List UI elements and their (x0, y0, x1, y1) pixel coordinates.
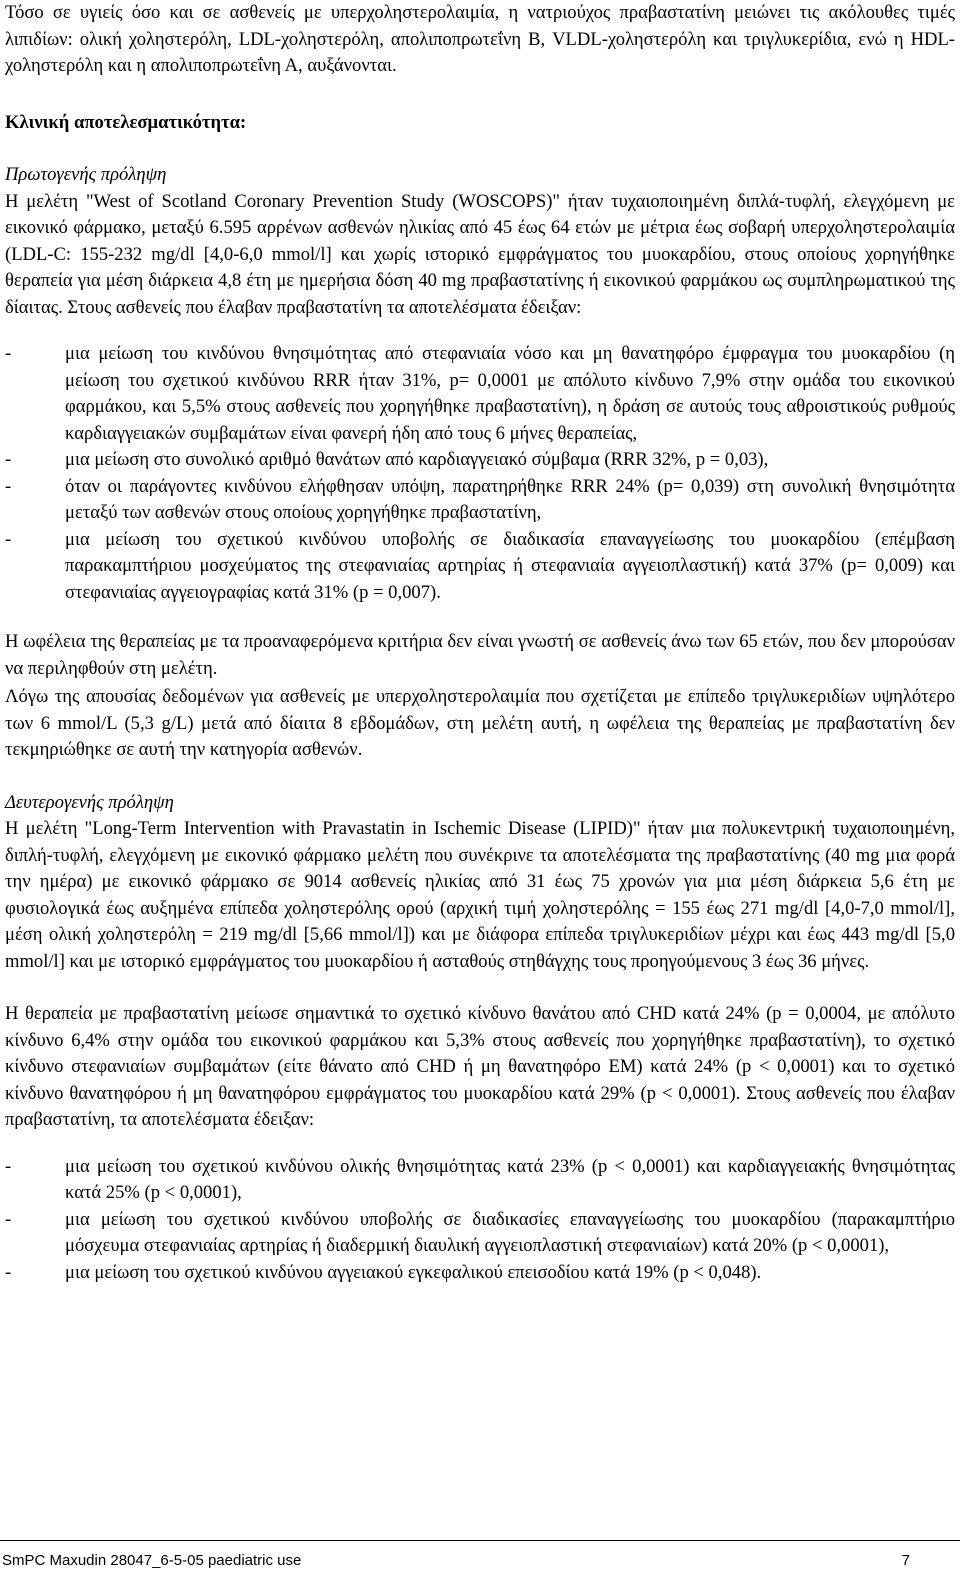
page-footer (0, 1540, 960, 1574)
list-item (5, 1154, 955, 1207)
list-item (5, 1260, 955, 1287)
list-item-text: μια μείωση του σχετικού κινδύνου ολικής θνησιμότητας κατά 23% (p < 0,0001) και καρδιαγγειακής θνησιμότητας κατά 25% (p < 0,0001), (65, 1155, 955, 1203)
benefit-paragraph: Η ωφέλεια της θεραπείας με τα προαναφερόμενα κριτήρια δεν είναι γνωστή σε ασθενείς άνω των 65 ετών, που δεν μπορούσαν να περιληφθούν στη μελέτη. (5, 631, 955, 679)
list-item (5, 447, 955, 474)
primary-results-list (5, 341, 955, 606)
intro-paragraph: Τόσο σε υγιείς όσο και σε ασθενείς με υπερχοληστερολαιμία, η νατριούχος πραβαστατίνη μειώνει τις ακόλουθες τιμές λιπιδίων: ολική χοληστερόλη, LDL-χοληστερόλη, απολιποπρωτεΐνη Β, VLDL-χοληστερόλη και τριγλυκερίδια, ενώ η HDL-χοληστερόλη και η απολιποπρωτεΐνη Α, αυξάνονται. (5, 2, 955, 76)
lipid-study-paragraph: Η μελέτη "Long-Term Intervention with Pravastatin in Ischemic Disease (LIPID)" ήταν μια πολυκεντρική τυχαιοποιημένη, διπλή-τυφλή, ελεγχόμενη με εικονικό φάρμακο μελέτη που συνέκρινε τα αποτελέσματα της πραβαστατίνης (40 mg μια φορά την ημέρα) με εικονικό φάρμακο σε 9014 ασθενείς ηλικίας από 31 έως 75 χρονών για μια μέση διάρκεια 5,6 έτη με φυσιολογικά έως αυξημένα επίπεδα χοληστερόλης ορού (αρχική τιμή χοληστερόλης = 155 έως 271 mg/dl [4,0-7,0 mmol/l], μέση ολική χοληστερόλη = 219 mg/dl [5,66 mmol/l]) και με διάφορα επίπεδα τριγλυκεριδίων μέχρι και έως 443 mg/dl [5,0 mmol/l] και με ιστορικό εμφράγματος του μυοκαρδίου ή ασταθούς στηθάγχης τους προηγούμενους 3 έως 36 μήνες. (5, 818, 955, 972)
clinical-efficacy-heading: Κλινική αποτελεσματικότητα: (5, 111, 247, 133)
footer-page-number: 7 (901, 1552, 910, 1569)
dash-bullet: - (5, 528, 12, 550)
list-item-text: όταν οι παράγοντες κινδύνου ελήφθησαν υπόψη, παρατηρήθηκε RRR 24% (p= 0,039) στη συνολική θνησιμότητα μεταξύ των ασθενών στους οποίους χορηγήθηκε πραβαστατίνη, (65, 475, 955, 523)
footer-document-id: SmPC Maxudin 28047_6-5-05 paediatric use (2, 1552, 302, 1569)
list-item-text: μια μείωση του σχετικού κινδύνου αγγειακού εγκεφαλικού επεισοδίου κατά 19% (p < 0,048). (65, 1261, 762, 1283)
dash-bullet: - (5, 475, 12, 497)
secondary-results-list (5, 1154, 955, 1287)
list-item (5, 474, 955, 527)
list-item (5, 341, 955, 447)
dash-bullet: - (5, 1208, 12, 1230)
list-item-text: μια μείωση του κινδύνου θνησιμότητας από στεφανιαία νόσο και μη θανατηφόρο έμφραγμα του μυοκαρδίου (η μείωση του σχετικού κινδύνου RRR ήταν 31%, p= 0,0001 με απόλυτο κίνδυνο 7,9% στην ομάδα του εικονικού φαρμάκου, και 5,5% στους ασθενείς που χορηγήθηκε πραβαστατίνη), η δράση σε αυτούς τους αθροιστικούς ρυθμούς καρδιαγγειακών συμβαμάτων είναι φανερή ήδη από τους 6 μήνες θεραπείας, (65, 343, 955, 444)
list-item (5, 527, 955, 607)
list-item-text: μια μείωση του σχετικού κινδύνου υποβολής σε διαδικασίες επαναγγείωσης του μυοκαρδίου (παρακαμπτήριο μόσχευμα στεφανιαίας αρτηρίας ή διαδερμική διαυλική αγγειοπλαστική στεφανιαίων) κατά 20% (p < 0,0001), (65, 1208, 955, 1256)
woscops-paragraph: Η μελέτη "West of Scotland Coronary Prevention Study (WOSCOPS)" ήταν τυχαιοποιημένη διπλά-τυφλή, ελεγχόμενη με εικονικό φάρμακο, μεταξύ 6.595 αρρένων ασθενών ηλικίας από 45 έως 64 ετών με μέτρια έως σοβαρή υπερχοληστερολαιμία (LDL-C: 155-232 mg/dl [4,0-6,0 mmol/l] και χωρίς ιστορικό εμφράγματος του μυοκαρδίου, στους οποίους χορηγήθηκε θεραπεία για μέση διάρκεια 4,8 έτη με ημερήσια δόση 40 mg πραβαστατίνης ή εικονικού φαρμάκου ως συμπληρωματικού της δίαιτας. Στους ασθενείς που έλαβαν πραβαστατίνη τα αποτελέσματα έδειξαν: (5, 190, 955, 318)
secondary-prevention-title: Δευτερογενής πρόληψη (5, 791, 174, 813)
list-item-text: μια μείωση του σχετικού κινδύνου υποβολής σε διαδικασία επαναγγείωσης του μυοκαρδίου (επέμβαση παρακαμπτήριου μοσχεύματος της στεφανιαίας αρτηρίας ή στεφανιαία αγγειοπλαστική) κατά 37% (p= 0,009) και στεφανιαίας αγγειογραφίας κατά 31% (p = 0,007). (65, 528, 955, 603)
list-item (5, 1207, 955, 1260)
dash-bullet: - (5, 1155, 12, 1177)
secondary-results-paragraph: Η θεραπεία με πραβαστατίνη μείωσε σημαντικά το σχετικό κίνδυνο θανάτου από CHD κατά 24% (p = 0,0004, με απόλυτο κίνδυνο 6,4% στην ομάδα του εικονικού φαρμάκου και 5,3% στους ασθενείς που χορηγήθηκε πραβαστατίνη), το σχετικό κίνδυνο στεφανιαίων συμβαμάτων (είτε θάνατο από CHD ή μη θανατηφόρο ΕΜ) κατά 24% (p < 0,0001) και το σχετικό κίνδυνο θανατηφόρου ή μη θανατηφόρου εμφράγματος του μυοκαρδίου κατά 29% (p < 0,0001). Στους ασθενείς που έλαβαν πραβαστατίνη, τα αποτελέσματα έδειξαν: (5, 1003, 955, 1130)
dash-bullet: - (5, 1261, 12, 1283)
primary-prevention-title: Πρωτογενής πρόληψη (5, 164, 167, 185)
list-item-text: μια μείωση στο συνολικό αριθμό θανάτων από καρδιαγγειακό σύμβαμα (RRR 32%, p = 0,03), (65, 449, 769, 470)
dash-bullet: - (5, 343, 12, 364)
triglyceride-paragraph: Λόγω της απουσίας δεδομένων για ασθενείς με υπερχοληστερολαιμία που σχετίζεται με επίπεδο τριγλυκεριδίων υψηλότερο των 6 mmol/L (5,3 g/L) μετά από δίαιτα 8 εβδομάδων, στη μελέτη αυτή, η ωφέλεια της θεραπείας με πραβαστατίνη δεν τεκμηριώθηκε σε αυτή την κατηγορία ασθενών. (5, 686, 955, 760)
dash-bullet: - (5, 449, 12, 470)
document-page (5, 0, 955, 1286)
